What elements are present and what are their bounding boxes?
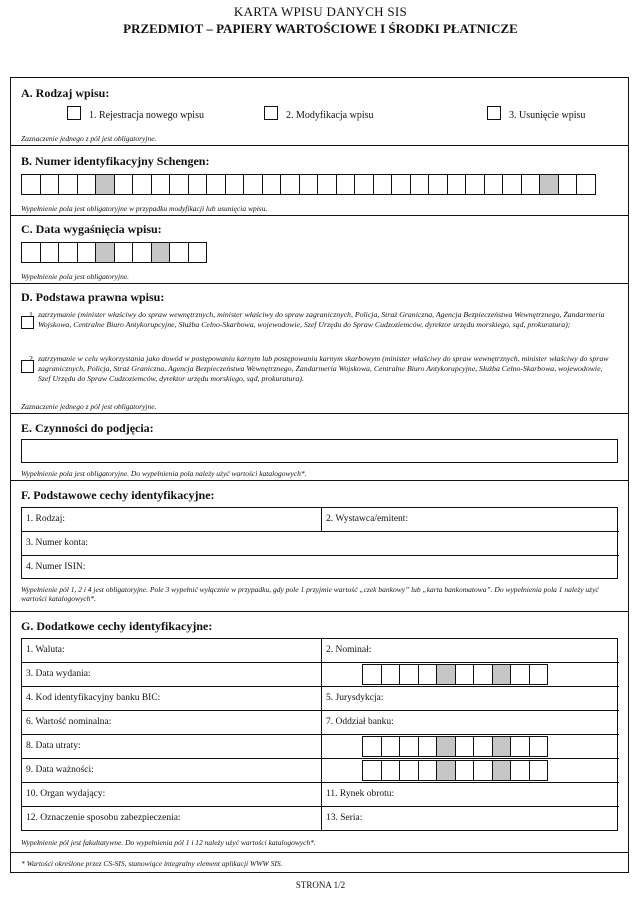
loss-date-cell-box[interactable] (510, 736, 530, 757)
validity-date-cell-box[interactable] (381, 760, 401, 781)
validity-date-cell-box[interactable] (492, 760, 512, 781)
additional-features-table (21, 638, 618, 831)
issue-date-cell-box[interactable] (492, 664, 512, 685)
basic-row-1 (22, 508, 619, 532)
issue-date-cell-box[interactable] (399, 664, 419, 685)
issue-date-cell (322, 663, 619, 686)
series-field[interactable]: 13. Seria: (326, 813, 363, 823)
expiry-date-cell[interactable] (151, 242, 171, 263)
section-b (11, 146, 628, 216)
legal-basis-2-number: 2. (29, 354, 35, 363)
schengen-id-input[interactable] (21, 174, 595, 195)
validity-date-cell-box[interactable] (473, 760, 493, 781)
section-d-note: Zaznaczenie jednego z pól jest obligatoryjne. (21, 402, 157, 411)
schengen-id-cell[interactable] (391, 174, 411, 195)
schengen-id-cell[interactable] (262, 174, 282, 195)
schengen-id-cell[interactable] (336, 174, 356, 195)
schengen-id-cell[interactable] (151, 174, 171, 195)
schengen-id-cell[interactable] (77, 174, 97, 195)
checkbox-modify-entry[interactable] (264, 106, 278, 120)
section-e (11, 414, 628, 481)
issue-date-label: 3. Data wydania: (22, 663, 322, 686)
section-d-heading: D. Podstawa prawna wpisu: (21, 290, 165, 304)
validity-date-cell-box[interactable] (399, 760, 419, 781)
loss-date-cell-box[interactable] (492, 736, 512, 757)
validity-date-cell-box[interactable] (362, 760, 382, 781)
additional-row-3 (22, 687, 619, 711)
schengen-id-cell[interactable] (40, 174, 60, 195)
section-c-note: Wypełnienie pola jest obligatoryjne. (21, 272, 130, 281)
schengen-id-cell[interactable] (58, 174, 78, 195)
section-a (11, 78, 628, 146)
schengen-id-cell[interactable] (317, 174, 337, 195)
issue-date-cell-box[interactable] (455, 664, 475, 685)
section-f-heading: F. Podstawowe cechy identyfikacyjne: (21, 488, 215, 502)
loss-date-label: 8. Data utraty: (22, 735, 322, 758)
section-f-note: Wypełnienie pól 1, 2 i 4 jest obligatoryjne. Pole 3 wypełnić wyłącznie w przypadku, gdy pole 1 przyjmie wartość „czek bankowy” lub „karta bankomatowa”. Do wypełnienia pola 1 należy użyć wartości katalogowych*. (21, 585, 599, 603)
actions-input[interactable] (21, 439, 618, 463)
legal-basis-2-text: zatrzymanie w celu wykorzystania jako dowód w postępowaniu karnym lub postępowaniu karnym skarbowym (minister właściwy do spraw wewnętrznych, minister właściwy do spraw zagranicznych, Policja, Straż Graniczna, Agencja Bezpieczeństwa Wewnętrznego, Żandarmeria Wojskowa, Centralne Biuro Antykorupcyjne, Służba Celno-Skarbowa, wojewodowie, Szef Urzędu do Spraw Cudzoziemców, dyrektor urzędu morskiego, sąd, prokuratura). (38, 354, 609, 383)
section-c (11, 216, 628, 284)
label-delete-entry: 3. Usunięcie wpisu (509, 110, 586, 121)
validity-date-label: 9. Data ważności: (22, 759, 322, 782)
expiry-date-cell[interactable] (188, 242, 208, 263)
issuer-field[interactable]: 2. Wystawca/emitent: (326, 514, 409, 524)
issue-date-input[interactable] (362, 664, 547, 685)
schengen-id-cell[interactable] (447, 174, 467, 195)
security-marking-field[interactable]: 12. Oznaczenie sposobu zabezpieczenia: (22, 807, 322, 830)
section-a-note: Zaznaczenie jednego z pól jest obligatoryjne. (21, 134, 157, 143)
form-frame (10, 77, 629, 873)
schengen-id-cell[interactable] (206, 174, 226, 195)
expiry-date-cell[interactable] (40, 242, 60, 263)
nominal-value-field[interactable]: 6. Wartość nominalna: (22, 711, 322, 734)
schengen-id-cell[interactable] (169, 174, 189, 195)
section-g-note: Wypełnienie pól jest fakultatywne. Do wypełnienia pól 1 i 12 należy użyć wartości katalogowych*. (21, 838, 316, 847)
schengen-id-cell[interactable] (428, 174, 448, 195)
validity-date-cell-box[interactable] (529, 760, 549, 781)
schengen-id-cell[interactable] (521, 174, 541, 195)
expiry-date-cell[interactable] (169, 242, 189, 263)
expiry-date-cell[interactable] (21, 242, 41, 263)
section-b-heading: B. Numer identyfikacyjny Schengen: (21, 154, 210, 168)
loss-date-cell-box[interactable] (529, 736, 549, 757)
validity-date-input[interactable] (362, 760, 547, 781)
schengen-id-cell[interactable] (21, 174, 41, 195)
schengen-id-cell[interactable] (373, 174, 393, 195)
section-b-note: Wypełnienie pola jest obligatoryjne w przypadku modyfikacji lub usunięcia wpisu. (21, 204, 268, 213)
schengen-id-cell[interactable] (280, 174, 300, 195)
schengen-id-cell[interactable] (132, 174, 152, 195)
account-number-field[interactable]: 3. Numer konta: (26, 538, 89, 548)
section-a-heading: A. Rodzaj wpisu: (21, 86, 110, 100)
schengen-id-cell[interactable] (502, 174, 522, 195)
section-f (11, 481, 628, 612)
loss-date-cell-box[interactable] (399, 736, 419, 757)
validity-date-cell (322, 759, 619, 782)
expiry-date-cell[interactable] (58, 242, 78, 263)
section-d (11, 284, 628, 414)
section-c-heading: C. Data wygaśnięcia wpisu: (21, 222, 162, 236)
loss-date-cell-box[interactable] (418, 736, 438, 757)
schengen-id-cell[interactable] (299, 174, 319, 195)
currency-field[interactable]: 1. Waluta: (22, 639, 322, 662)
schengen-id-cell[interactable] (114, 174, 134, 195)
expiry-date-cell[interactable] (77, 242, 97, 263)
schengen-id-cell[interactable] (225, 174, 245, 195)
jurisdiction-field[interactable]: 5. Jurysdykcja: (326, 693, 384, 703)
additional-row-7 (22, 783, 619, 807)
checkbox-delete-entry[interactable] (487, 106, 501, 120)
type-field[interactable]: 1. Rodzaj: (22, 508, 322, 531)
form-title: KARTA WPISU DANYCH SIS (233, 4, 408, 19)
expiry-date-cell[interactable] (114, 242, 134, 263)
issuing-authority-field[interactable]: 10. Organ wydający: (22, 783, 322, 806)
loss-date-cell-box[interactable] (362, 736, 382, 757)
loss-date-cell (322, 735, 619, 758)
additional-row-8 (22, 807, 619, 831)
issue-date-cell-box[interactable] (381, 664, 401, 685)
catalog-footnote: * Wartości określone przez CS-SIS, stanowiące integralny element aplikacji WWW SIS. (21, 859, 283, 868)
page-number: STRONA 1/2 (295, 880, 346, 890)
issue-date-cell-box[interactable] (529, 664, 549, 685)
loss-date-cell-box[interactable] (473, 736, 493, 757)
loss-date-cell-box[interactable] (436, 736, 456, 757)
market-field[interactable]: 11. Rynek obrotu: (326, 789, 395, 799)
issue-date-cell-box[interactable] (362, 664, 382, 685)
bank-branch-field[interactable]: 7. Oddział banku: (326, 717, 394, 727)
validity-date-cell-box[interactable] (436, 760, 456, 781)
loss-date-input[interactable] (362, 736, 547, 757)
basic-features-table (21, 507, 618, 579)
section-g-heading: G. Dodatkowe cechy identyfikacyjne: (21, 619, 213, 633)
expiry-date-cell[interactable] (132, 242, 152, 263)
legal-basis-1-number: 1. (29, 310, 35, 319)
schengen-id-cell[interactable] (539, 174, 559, 195)
schengen-id-cell[interactable] (188, 174, 208, 195)
bic-field[interactable]: 4. Kod identyfikacyjny banku BIC: (22, 687, 322, 710)
checkbox-new-entry[interactable] (67, 106, 81, 120)
basic-row-2 (22, 532, 619, 556)
schengen-id-cell[interactable] (558, 174, 578, 195)
schengen-id-cell[interactable] (95, 174, 115, 195)
expiry-date-cell[interactable] (95, 242, 115, 263)
issue-date-cell-box[interactable] (473, 664, 493, 685)
denomination-field[interactable]: 2. Nominał: (326, 645, 372, 655)
schengen-id-cell[interactable] (410, 174, 430, 195)
schengen-id-cell[interactable] (576, 174, 596, 195)
schengen-id-cell[interactable] (484, 174, 504, 195)
section-g (11, 612, 628, 853)
issue-date-cell-box[interactable] (418, 664, 438, 685)
label-new-entry: 1. Rejestracja nowego wpisu (89, 110, 204, 121)
issue-date-cell-box[interactable] (436, 664, 456, 685)
schengen-id-cell[interactable] (243, 174, 263, 195)
schengen-id-cell[interactable] (354, 174, 374, 195)
loss-date-cell-box[interactable] (381, 736, 401, 757)
additional-row-6 (22, 759, 619, 783)
schengen-id-cell[interactable] (465, 174, 485, 195)
legal-basis-1-text: zatrzymanie (minister właściwy do spraw wewnętrznych, minister właściwy do spraw zagranicznych, Policja, Straż Graniczna, Agencja Bezpieczeństwa Wewnętrznego, Żandarmeria Wojskowa, Centralne Biuro Antykorupcyjne, Służba Celno-Skarbowa, wojewodowie, Szef Urzędu do Spraw Cudzoziemców, dyrektor urzędu morskiego, sąd, prokuratura); (38, 310, 605, 329)
section-e-note: Wypełnienie pola jest obligatoryjne. Do wypełnienia pola należy użyć wartości katalogowych*. (21, 469, 307, 478)
issue-date-cell-box[interactable] (510, 664, 530, 685)
additional-row-5 (22, 735, 619, 759)
additional-row-4 (22, 711, 619, 735)
validity-date-cell-box[interactable] (455, 760, 475, 781)
basic-row-3 (22, 556, 619, 580)
loss-date-cell-box[interactable] (455, 736, 475, 757)
form-subtitle: PRZEDMIOT – PAPIERY WARTOŚCIOWE I ŚRODKI PŁATNICZE (123, 21, 518, 36)
expiry-date-input[interactable] (21, 242, 206, 263)
additional-row-2 (22, 663, 619, 687)
label-modify-entry: 2. Modyfikacja wpisu (286, 110, 374, 121)
isin-field[interactable]: 4. Numer ISIN: (26, 562, 86, 572)
validity-date-cell-box[interactable] (418, 760, 438, 781)
additional-row-1 (22, 639, 619, 663)
section-e-heading: E. Czynności do podjęcia: (21, 421, 154, 435)
validity-date-cell-box[interactable] (510, 760, 530, 781)
